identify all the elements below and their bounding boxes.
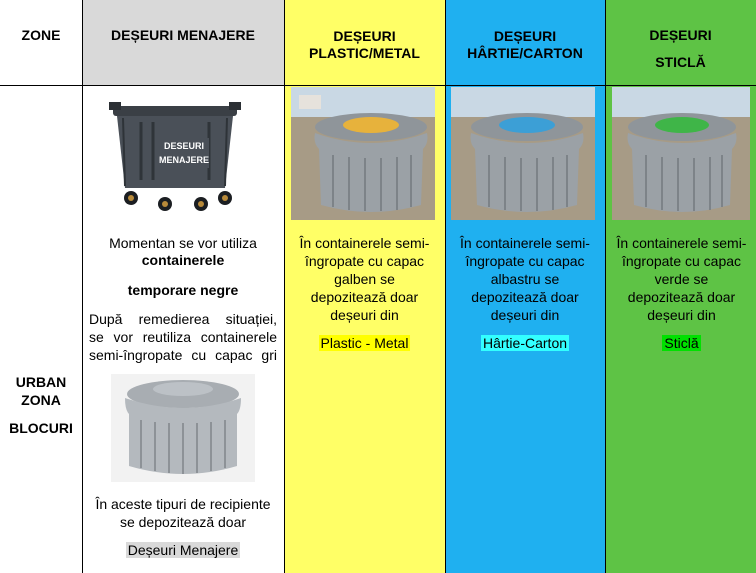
header-menajere — [82, 27, 284, 44]
menajere-text5-line1: În aceste tipuri de recipiente — [95, 496, 271, 512]
menajere-text4 — [89, 310, 277, 364]
zone-line3: BLOCURI — [9, 420, 73, 436]
zone-label — [0, 373, 82, 437]
plastic-text — [287, 234, 442, 324]
plastic-line2: îngropate cu capac — [304, 253, 425, 269]
menajere-text1: Momentan se vor utiliza — [109, 235, 257, 251]
green-lid-bin-icon — [612, 87, 750, 220]
menajere-text4-line1: După remedierea situației, — [89, 311, 277, 327]
bin-label-line2: MENAJERE — [158, 155, 210, 165]
sticla-text — [607, 234, 756, 324]
hartie-line1: În containerele semi- — [460, 235, 590, 251]
plastic-highlight-wrap — [287, 334, 442, 352]
hartie-line5: deșeuri din — [490, 307, 560, 323]
header-plastic — [284, 28, 445, 62]
sticla-highlight: Sticlă — [664, 335, 699, 351]
menajere-text5 — [90, 495, 276, 531]
header-sticla-line1: DEȘEURI — [649, 27, 712, 43]
plastic-line4: depozitează doar — [310, 289, 419, 305]
sticla-line2: îngropate cu capac — [621, 253, 742, 269]
menajere-text3: temporare negre — [127, 282, 239, 298]
yellow-lid-bin-icon — [291, 87, 435, 220]
menajere-text4-line2: se vor reutiliza containerele — [89, 329, 277, 345]
menajere-highlight: Deșeuri Menajere — [127, 542, 239, 558]
zone-line1: URBAN — [15, 374, 67, 390]
sticla-bin-photo — [612, 87, 750, 220]
black-bin-icon — [89, 88, 269, 220]
menajere-text4-line3: semi-îngropate cu capac gri — [89, 347, 277, 363]
header-plastic-line1: DEȘEURI — [333, 28, 396, 44]
hartie-text — [448, 234, 602, 324]
hartie-bin-photo — [451, 87, 595, 220]
blue-lid-bin-icon — [451, 87, 595, 220]
hartie-line2: îngropate cu capac — [465, 253, 585, 269]
plastic-line5: deșeuri din — [330, 307, 399, 323]
plastic-bin-photo — [291, 87, 435, 220]
header-hartie-line1: DEȘEURI — [493, 28, 557, 44]
hartie-highlight: Hârtie-Carton — [482, 335, 568, 351]
hartie-highlight-wrap — [448, 334, 602, 352]
grey-bin-icon — [111, 374, 255, 482]
bin-label-line1: DESEURI — [163, 141, 205, 151]
hartie-line4: depozitează doar — [471, 289, 579, 305]
header-hartie — [445, 28, 605, 62]
header-menajere-label: DEȘEURI MENAJERE — [111, 27, 255, 43]
sticla-highlight-wrap — [607, 334, 756, 352]
header-divider — [0, 85, 756, 86]
plastic-highlight: Plastic - Metal — [320, 335, 409, 351]
header-plastic-line2: PLASTIC/METAL — [309, 45, 420, 61]
sticla-line5: deșeuri din — [647, 307, 716, 323]
zone-line2: ZONA — [21, 392, 61, 408]
menajere-highlight-wrap — [90, 541, 276, 559]
grey-bin-photo — [111, 374, 255, 482]
header-zone-label: ZONE — [21, 27, 61, 43]
menajere-text5-line2: se depozitează doar — [119, 514, 247, 530]
hartie-line3: albastru se — [490, 271, 560, 287]
plastic-line1: În containerele semi- — [299, 235, 430, 251]
sticla-line1: În containerele semi- — [616, 235, 747, 251]
black-bin-photo — [89, 88, 269, 220]
sticla-line4: depozitează doar — [627, 289, 736, 305]
sticla-line3: verde se — [654, 271, 709, 287]
plastic-line3: galben se — [334, 271, 395, 287]
menajere-text2: containerele — [141, 252, 225, 268]
header-zone — [0, 27, 82, 44]
header-sticla-line2: STICLĂ — [655, 54, 706, 70]
header-hartie-line2: HÂRTIE/CARTON — [467, 45, 583, 61]
header-sticla — [605, 27, 756, 71]
